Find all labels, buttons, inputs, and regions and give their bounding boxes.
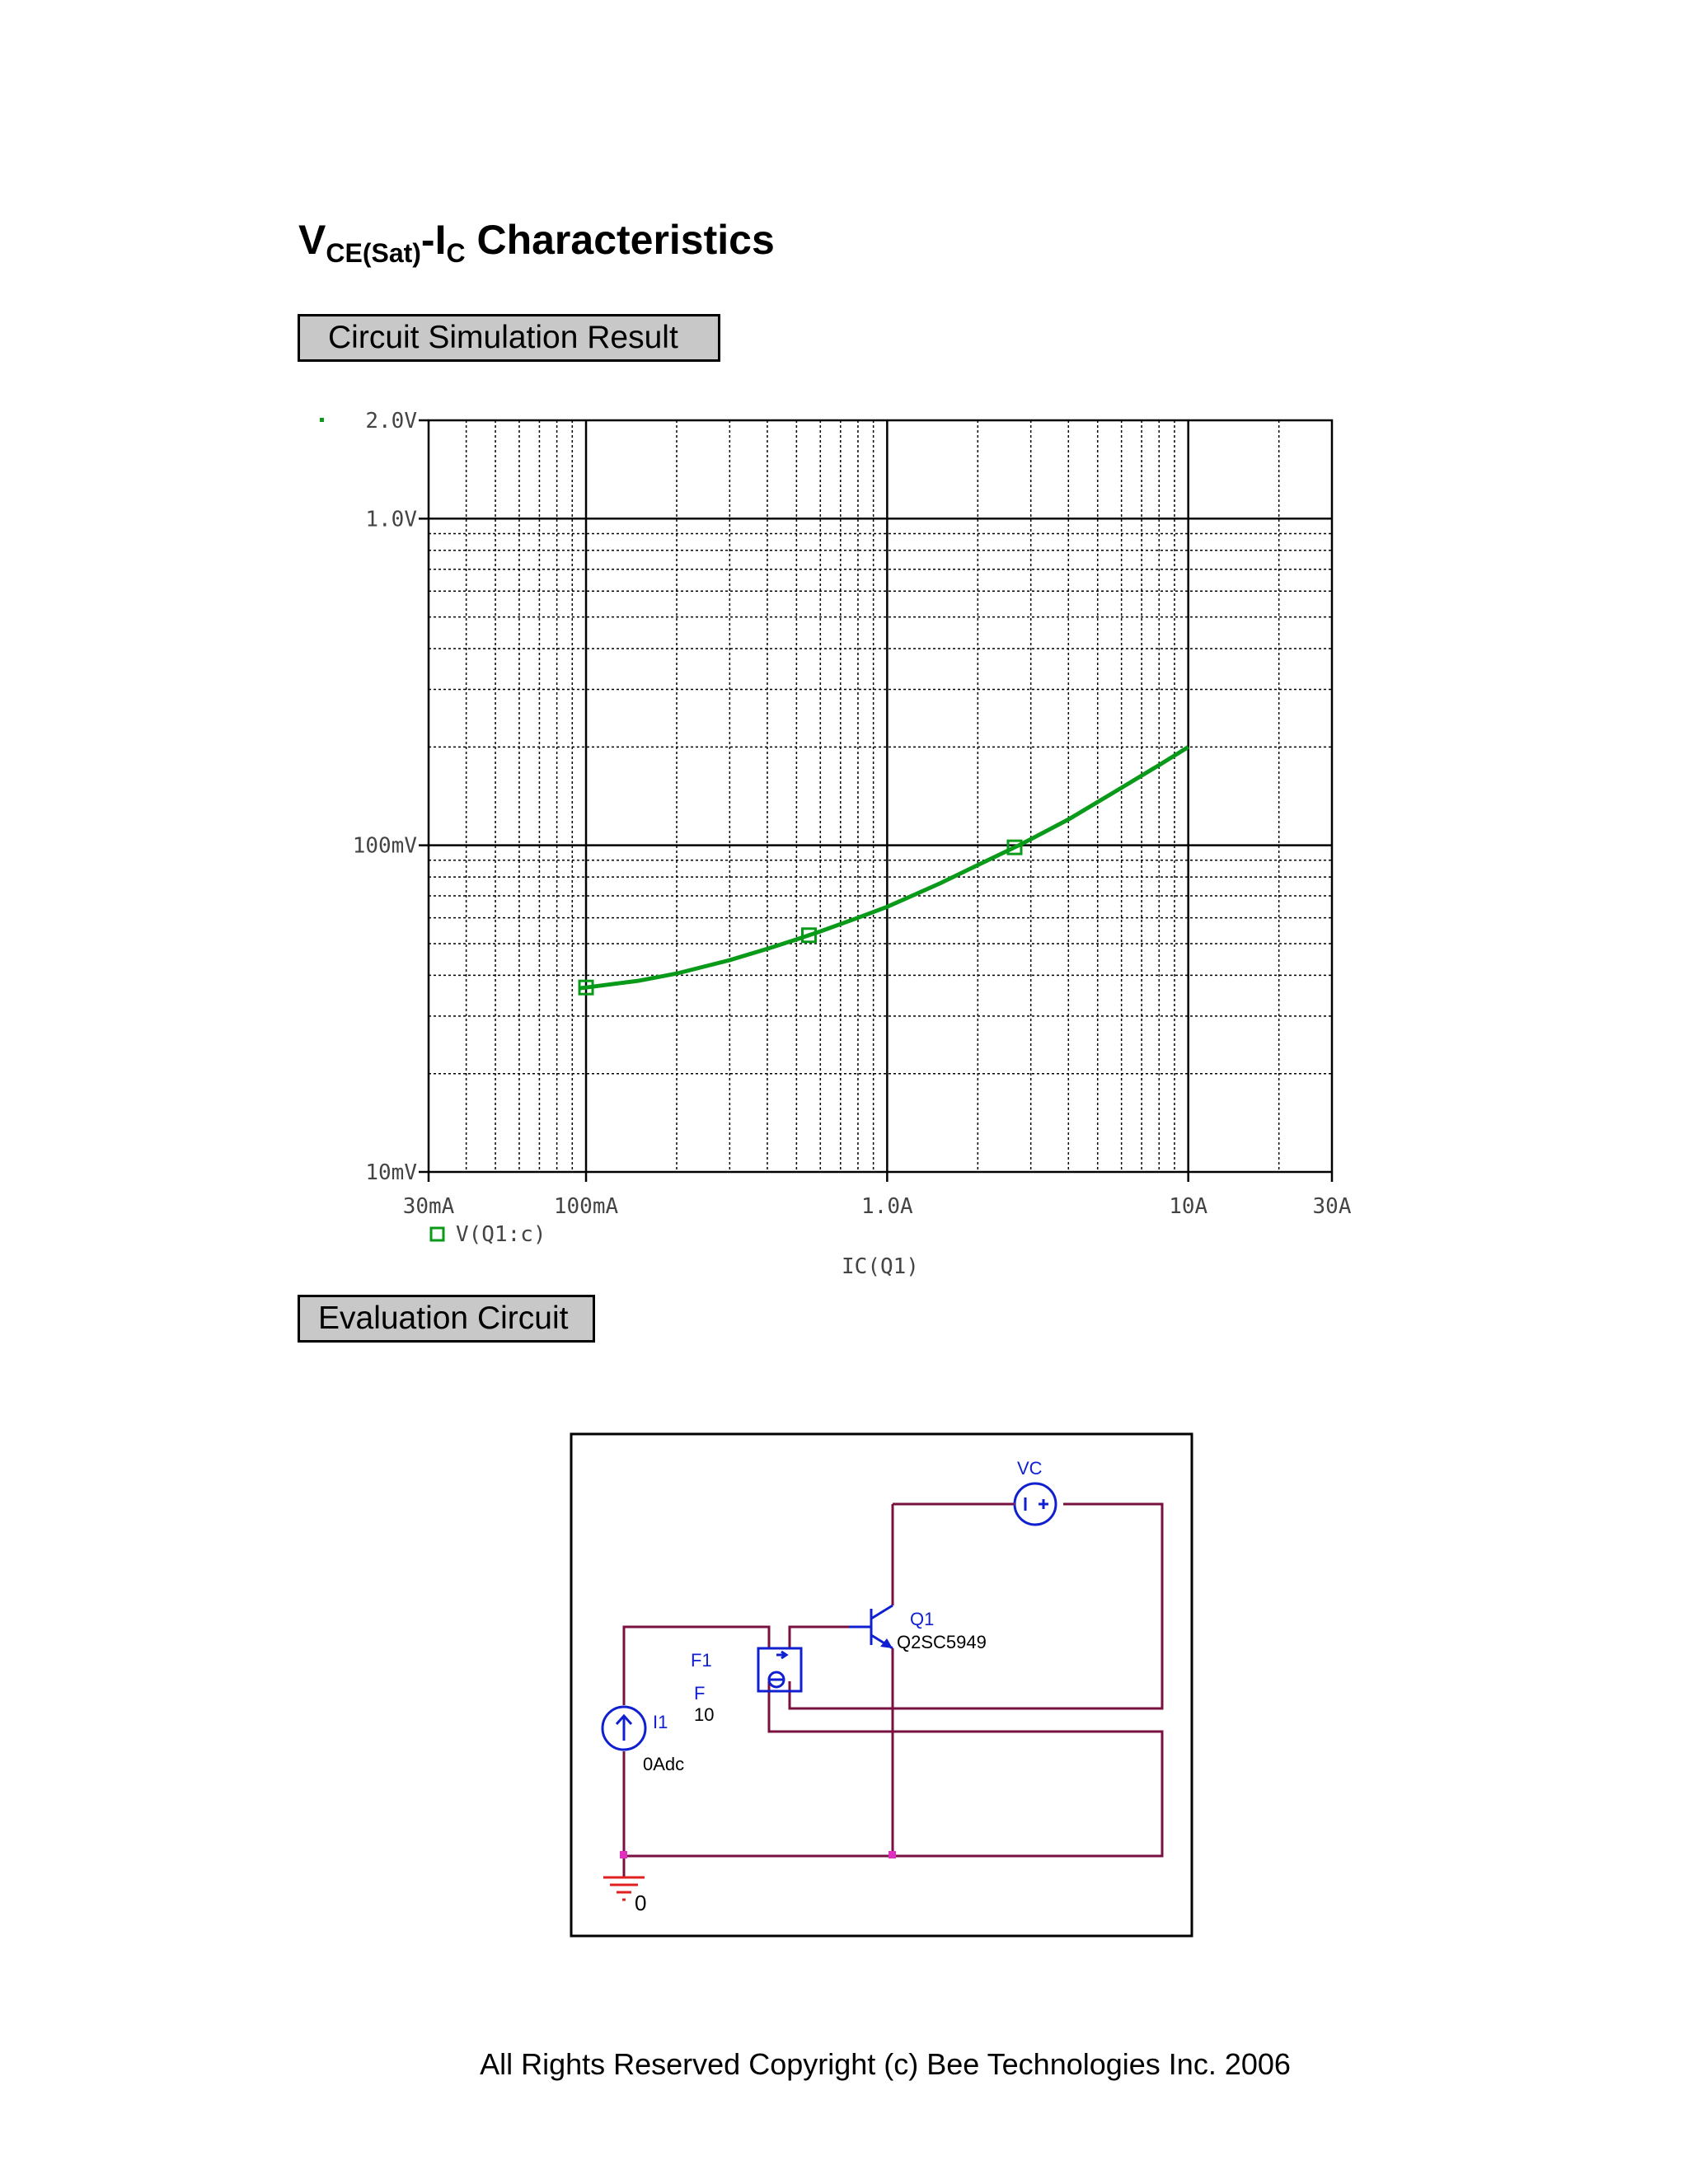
vc-source-symbol	[1015, 1483, 1056, 1525]
schematic-frame	[571, 1434, 1192, 1936]
vc-label: VC	[1017, 1458, 1043, 1479]
wire-vc-right	[790, 1504, 1162, 1708]
y-tick-label: 100mV	[352, 833, 417, 859]
junction-ground	[620, 1851, 627, 1858]
x-tick-label: 1.0A	[861, 1194, 913, 1219]
evaluation-circuit-label: Evaluation Circuit	[298, 1295, 595, 1343]
y-tick-label: 1.0V	[365, 507, 417, 532]
f1-type: F	[694, 1683, 706, 1704]
q1-emitter-arrow	[880, 1638, 893, 1648]
f1-gain: 10	[694, 1704, 715, 1725]
q1-model: Q2SC5949	[897, 1632, 987, 1652]
x-tick-label: 30mA	[402, 1194, 455, 1219]
page-title: $V_{CE(Sat)}-I_C$ Characteristics	[298, 217, 775, 268]
q1-label: Q1	[910, 1609, 935, 1629]
y-tick-label: 10mV	[365, 1160, 417, 1185]
y-tick-label: 2.0V	[365, 409, 417, 434]
legend-label: V(Q1:c)	[456, 1222, 546, 1247]
f1-source-symbol	[758, 1648, 801, 1691]
i1-value: 0Adc	[643, 1754, 685, 1774]
i1-label: I1	[653, 1712, 668, 1732]
copyright-notice: All Rights Reserved Copyright (c) Bee Technologies Inc. 2006	[480, 2047, 1291, 2081]
x-tick-label: 100mA	[553, 1194, 619, 1219]
wire-base	[790, 1627, 849, 1648]
junction-emitter	[889, 1851, 896, 1858]
i1-source-symbol	[603, 1707, 645, 1750]
simulation-result-label: Circuit Simulation Result	[298, 314, 720, 362]
x-tick-label: 10A	[1169, 1194, 1208, 1219]
f1-label: F1	[691, 1650, 712, 1671]
x-tick-label: 30A	[1312, 1194, 1352, 1219]
ground-label: 0	[635, 1891, 647, 1915]
x-axis-label: IC(Q1)	[842, 1254, 919, 1279]
